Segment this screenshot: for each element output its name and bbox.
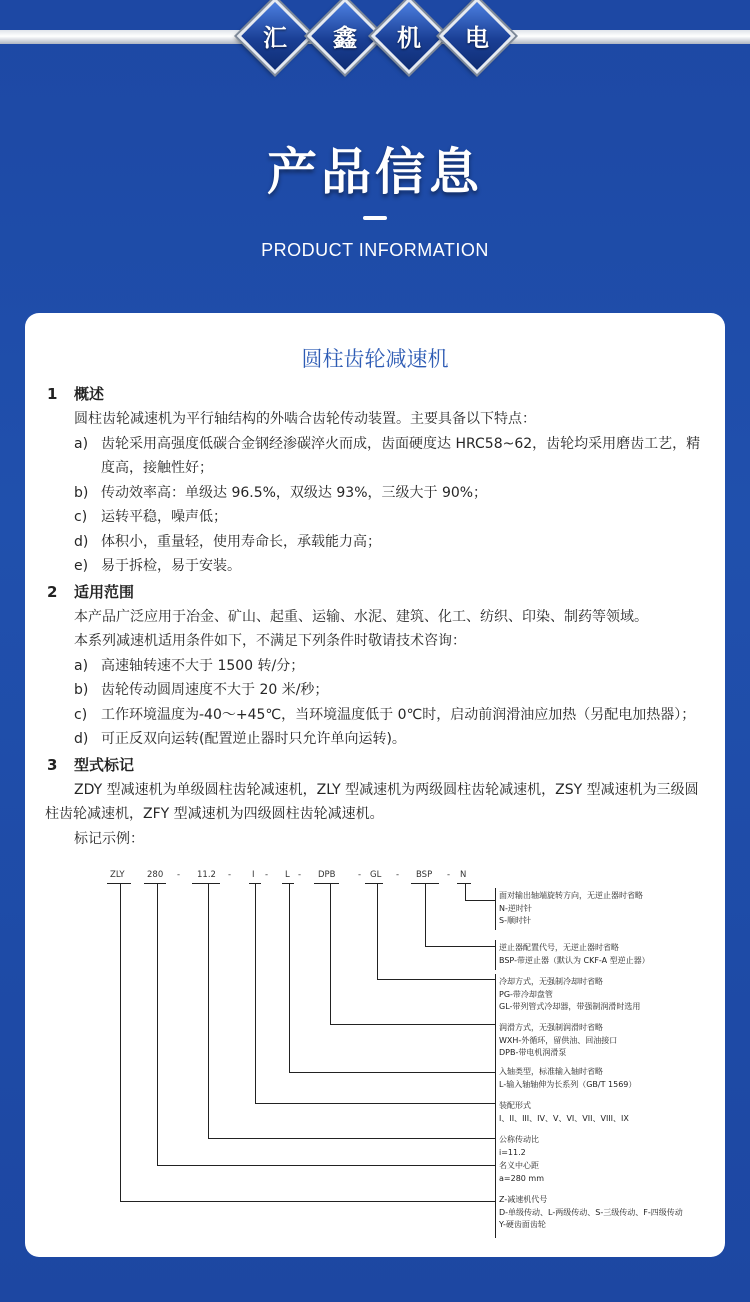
code-description — [499, 976, 640, 1014]
code-separator: - — [358, 870, 362, 880]
code-underline — [192, 883, 220, 884]
bracket-line — [495, 1158, 496, 1192]
bracket-line — [495, 1064, 496, 1098]
section-title: 概述 — [74, 385, 105, 403]
code-description-line: 名义中心距 — [499, 1161, 539, 1170]
code-description-line: 润滑方式，无强制润滑时省略 — [499, 1023, 603, 1032]
leader-line — [157, 1165, 495, 1166]
code-description — [499, 1194, 683, 1232]
code-separator: - — [265, 870, 269, 880]
leader-line — [120, 1201, 495, 1202]
leader-line — [255, 883, 256, 1103]
leader-line — [377, 979, 495, 980]
code-description-line: DPB-带电机润滑泵 — [499, 1048, 567, 1057]
list-item: c) 工作环境温度为-40～+45℃，当环境温度低于 0℃时，启动前润滑油应加热（另配电加热器）； — [74, 706, 696, 723]
leader-line — [330, 883, 331, 1024]
leader-line — [120, 883, 121, 1201]
code-underline — [365, 883, 383, 884]
code-description-line: L-输入轴轴伸为长系列（GB/T 1569） — [499, 1079, 637, 1089]
code-separator: - — [447, 870, 451, 880]
code-segment: BSP — [416, 870, 433, 880]
section-heading — [45, 579, 710, 605]
code-segment: I — [252, 870, 255, 880]
code-segment: 11.2 — [197, 870, 216, 880]
code-description-line: D-单级传动、L-两级传动、S-三级传动、F-四级传动 — [499, 1207, 683, 1217]
list-item: d) 体积小，重量轻，使用寿命长，承载能力高； — [74, 533, 381, 550]
code-segment: N — [460, 870, 467, 880]
code-separator: - — [228, 870, 232, 880]
code-description-line: I、II、III、IV、V、VI、VII、VIII、IX — [499, 1113, 629, 1123]
card-content — [45, 381, 710, 851]
brand-char: 鑫 — [333, 24, 357, 52]
page-subtitle: PRODUCT INFORMATION — [261, 240, 489, 260]
code-description — [499, 1134, 539, 1159]
code-underline — [282, 883, 294, 884]
code-description — [499, 1066, 636, 1091]
code-description-line: BSP-带逆止器（默认为 CKF-A 型逆止器） — [499, 955, 650, 965]
section-number: 3 — [47, 755, 58, 774]
section-number: 1 — [47, 385, 58, 403]
code-description-line: PG-带冷却盘管 — [499, 989, 553, 999]
leader-line — [208, 883, 209, 1138]
section-title: 型式标记 — [74, 755, 135, 774]
list-item: c) 运转平稳，噪声低； — [74, 509, 227, 525]
code-underline — [457, 883, 471, 884]
code-segment: 280 — [147, 870, 164, 880]
leader-line — [208, 1138, 495, 1139]
code-description-line: Y-硬齿面齿轮 — [499, 1220, 546, 1229]
code-separator: - — [396, 870, 400, 880]
leader-line — [425, 946, 495, 947]
code-segment: DPB — [318, 870, 336, 880]
list-item: a) 齿轮采用高强度低碳合金钢经渗碳淬火而成，齿面硬度达 HRC58~62，齿轮均采用磨齿工艺，精度高，接触性好； — [74, 435, 701, 476]
leader-line — [157, 883, 158, 1165]
code-underline — [107, 883, 131, 884]
brand-char: 汇 — [263, 24, 287, 52]
list-item: a) 高速轴转速不大于 1500 转/分； — [74, 657, 305, 674]
leader-line — [465, 900, 495, 901]
section-body: ZDY 型减速机为单级圆柱齿轮减速机，ZLY 型减速机为两级圆柱齿轮减速机，ZSY 型减速机为三级圆柱齿轮减速机，ZFY 型减速机为四级圆柱齿轮减速机。 — [45, 781, 699, 822]
code-description-line: 公称传动比 — [499, 1135, 539, 1144]
list-item: b) 传动效率高：单级达 96.5%，双级达 93%，三级大于 90%； — [74, 484, 488, 501]
code-description-line: 装配形式 — [499, 1101, 531, 1110]
code-segment: GL — [370, 870, 382, 880]
example-label: 标记示例： — [74, 830, 144, 847]
bracket-line — [495, 1020, 496, 1064]
code-underline — [314, 883, 339, 884]
code-description-line: 入轴类型，标准输入轴时省略 — [499, 1067, 603, 1076]
bracket-line — [495, 974, 496, 1020]
list-item: b) 齿轮传动圆周速度不大于 20 米/秒； — [74, 682, 329, 698]
leader-line — [255, 1103, 495, 1104]
code-description — [499, 1100, 629, 1125]
list-item: e) 易于拆检，易于安装。 — [74, 558, 241, 574]
section-heading — [45, 752, 710, 778]
code-description-line: GL-带列管式冷却器，带强制润滑时选用 — [499, 1002, 641, 1011]
bracket-line — [495, 940, 496, 970]
code-description-line: 面对输出轴端旋转方向，无逆止器时省略 — [499, 891, 643, 900]
section-intro: 本系列减速机适用条件如下，不满足下列条件时敬请技术咨询： — [74, 633, 466, 649]
code-description-line: N-逆时针 — [499, 903, 532, 913]
title-divider — [363, 216, 387, 220]
leader-line — [289, 883, 290, 1072]
list-item: d) 可正反双向运转(配置逆止器时只允许单向运转)。 — [74, 731, 406, 747]
bracket-line — [495, 1132, 496, 1158]
leader-line — [289, 1072, 495, 1073]
code-underline — [144, 883, 166, 884]
code-description-line: 逆止器配置代号，无逆止器时省略 — [499, 943, 619, 952]
code-description-line: Z-减速机代号 — [499, 1195, 548, 1204]
code-description-line: a=280 mm — [499, 1173, 545, 1183]
code-segment: L — [285, 870, 290, 880]
code-description-line: i=11.2 — [499, 1147, 526, 1157]
model-code-diagram — [25, 858, 725, 1248]
brand-char: 机 — [397, 24, 421, 52]
page-title: 产品信息 — [267, 143, 483, 201]
code-separator: - — [177, 870, 181, 880]
code-description — [499, 1022, 617, 1060]
bracket-line — [495, 888, 496, 930]
bracket-line — [495, 1098, 496, 1132]
section-intro: 圆柱齿轮减速机为平行轴结构的外啮合齿轮传动装置。主要具备以下特点： — [74, 411, 536, 427]
code-description-line: 冷却方式，无强制冷却时省略 — [499, 977, 603, 986]
code-description-line: WXH-外循环，留供油、回油接口 — [499, 1035, 618, 1045]
leader-line — [377, 883, 378, 979]
code-description — [499, 890, 643, 928]
bracket-line — [495, 1192, 496, 1238]
leader-line — [330, 1024, 495, 1025]
brand-badges — [0, 0, 750, 80]
code-segment: ZLY — [110, 870, 125, 880]
product-card — [25, 313, 725, 1257]
code-description-line: S-顺时针 — [499, 916, 531, 925]
section-title: 适用范围 — [74, 582, 135, 601]
code-description — [499, 942, 650, 967]
brand-char: 电 — [465, 24, 489, 52]
card-title: 圆柱齿轮减速机 — [301, 347, 449, 371]
section-number: 2 — [47, 582, 58, 601]
leader-line — [465, 883, 466, 900]
section-heading — [45, 381, 710, 407]
section-intro: 本产品广泛应用于冶金、矿山、起重、运输、水泥、建筑、化工、纺织、印染、制药等领域。 — [74, 608, 648, 625]
code-separator: - — [298, 870, 302, 880]
leader-line — [425, 883, 426, 946]
code-description — [499, 1160, 544, 1185]
